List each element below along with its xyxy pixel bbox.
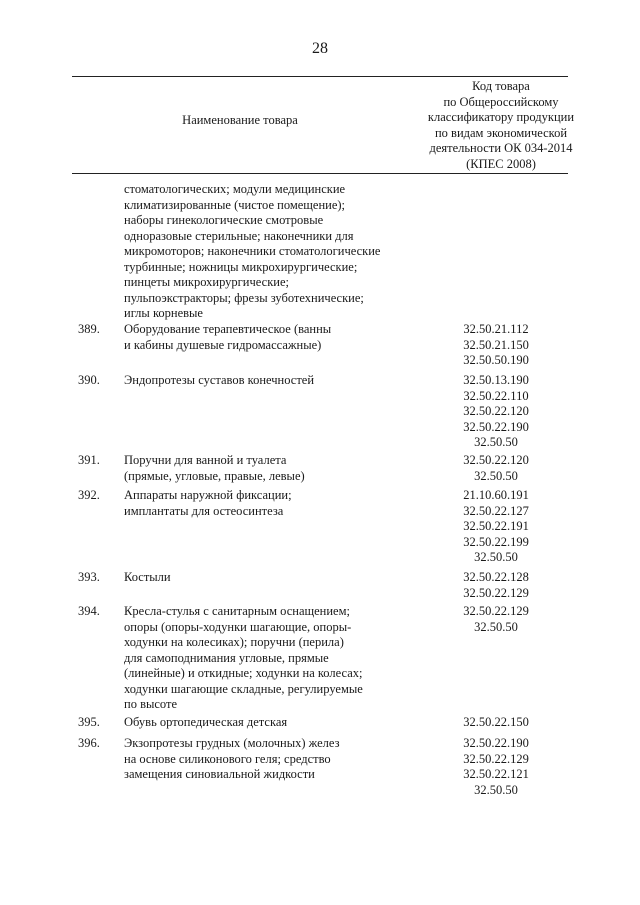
column-header-name: Наименование товара (182, 113, 298, 127)
row-codes: 32.50.22.120 32.50.50 (463, 453, 529, 483)
row-name: Экзопротезы грудных (молочных) желез на основе силиконового геля; средство замещения синовиальной жидкости (124, 736, 340, 781)
row-codes: 32.50.21.112 32.50.21.150 32.50.50.190 (463, 322, 529, 367)
table-header-rule (72, 173, 568, 174)
row-number: 389. (78, 322, 100, 336)
row-name: Костыли (124, 570, 171, 584)
row-name: Эндопротезы суставов конечностей (124, 373, 315, 387)
row-number: 392. (78, 488, 100, 502)
row-codes: 32.50.22.150 (463, 715, 529, 729)
row-number: 395. (78, 715, 100, 729)
row-codes: 21.10.60.191 32.50.22.127 32.50.22.191 32.50.22.199 32.50.50 (463, 488, 529, 564)
row-name: Оборудование терапевтическое (ванны и кабины душевые гидромассажные) (124, 322, 332, 352)
row-codes: 32.50.22.190 32.50.22.129 32.50.22.121 32.50.50 (463, 736, 529, 797)
row-codes: 32.50.22.129 32.50.50 (463, 604, 529, 634)
row-number: 393. (78, 570, 100, 584)
row-codes: 32.50.13.190 32.50.22.110 32.50.22.120 32.50.22.190 32.50.50 (463, 373, 529, 449)
row-number: 391. (78, 453, 100, 467)
row-name: Кресла-стулья с санитарным оснащением; опоры (опоры-ходунки шагающие, опоры- ходунки на колесиках); поручни (перила) для самоподнимания угловые, прямые (линейные) и откидные; ходунки на колесах; ходунки шагающие складные, регулируемые по высоте (124, 604, 363, 711)
column-header-code: Код товара по Общероссийскому классификатору продукции по видам экономической деятельности ОК 034-2014 (КПЕС 2008) (427, 79, 575, 171)
page-number: 28 (312, 40, 328, 57)
row-name: Обувь ортопедическая детская (124, 715, 288, 729)
table-top-rule (72, 76, 568, 77)
row-number: 394. (78, 604, 100, 618)
continuation-text: стоматологических; модули медицинские климатизированные (чистое помещение); наборы гинекологические смотровые одноразовые стерильные; наконечники для микромоторов; наконечники стоматологические турбинные; ножницы микрохирургические; пинцеты микрохирургические; пульпоэкстракторы; фрезы зуботехнические; иглы корневые (124, 182, 381, 320)
row-number: 390. (78, 373, 100, 387)
row-name: Аппараты наружной фиксации; имплантаты для остеосинтеза (124, 488, 292, 518)
row-number: 396. (78, 736, 100, 750)
row-name: Поручни для ванной и туалета (прямые, угловые, правые, левые) (124, 453, 305, 483)
row-codes: 32.50.22.128 32.50.22.129 (463, 570, 529, 600)
